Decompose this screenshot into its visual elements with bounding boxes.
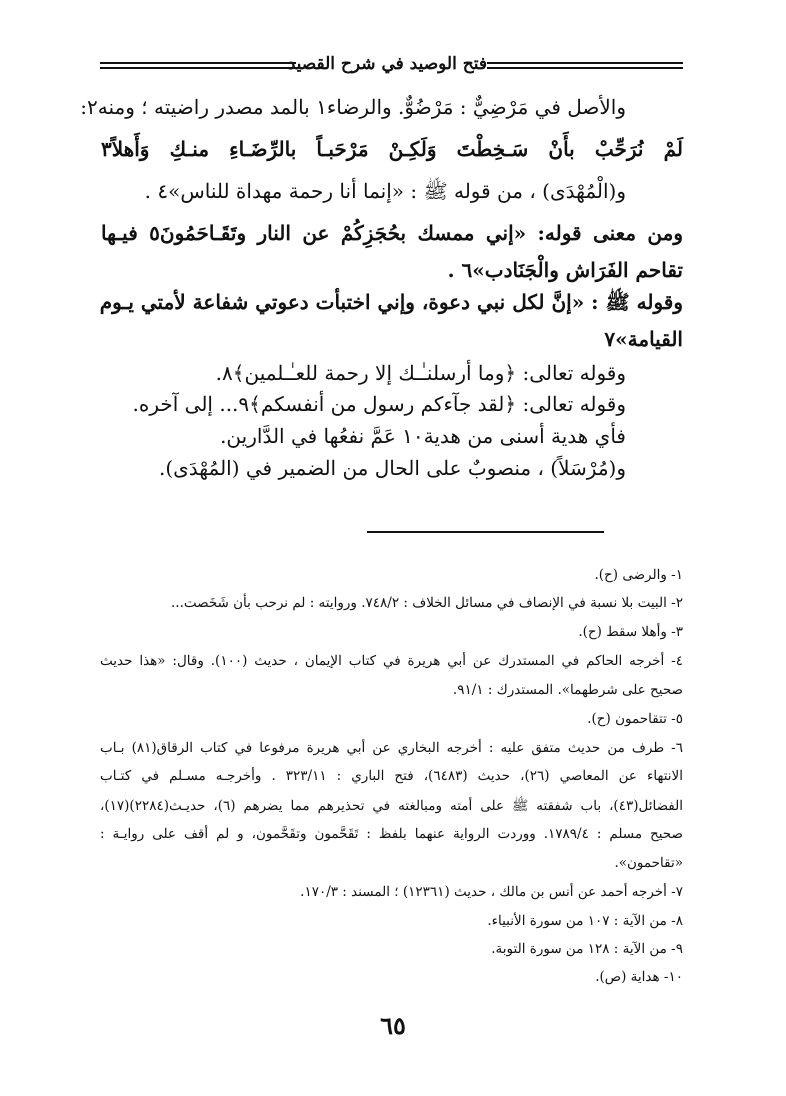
footnote-continuation: «تقاحمون». [614,855,683,871]
footnote: ٧- أخرجه أحمد عن أنس بن مالك ، حديث (١٢٣٦١) ؛ المسند : ١٧٠/٣. [300,884,683,900]
footnote: ٥- تتقاحمون (ح). [587,711,683,727]
body-line: ومن معنى قوله: «إني ممسك بحُجَزِكُمْ عن النار وتَقَـاحَمُونَ٥ فيـها [101,221,684,245]
body-line: وقوله ﷺ : «إنَّ لكل نبي دعوة، وإني اختبأت دعوتي شفاعة لأمتي يـوم [99,290,683,314]
footnote-continuation: الفضائل(٤٣)، باب شفقته ﷺ على أمته ومبالغته في تحذيرهم مما يضرهم (٦)، حديـث(٢٢٨٤)(١٧)، [100,798,683,814]
footnote: ١- والرضى (ح). [594,567,683,583]
body-line: وقوله تعالى: ﴿وما أرسلنـٰـك إلا رحمة للعـٰـلمين﴾٨. [215,361,626,385]
footnote-continuation: الانتهاء عن المعاصي (٢٦)، حديث (٦٤٨٣)، فتح الباري : ٣٢٣/١١ . وأخرجـه مسـلم في كتـاب [100,768,684,784]
footnote: ٨- من الآية : ١٠٧ من سورة الأنبياء. [487,913,683,929]
body-line: و(مُرْسَلاً) ، منصوبٌ على الحال من الضمير في (المُهْدَى). [158,456,626,480]
body-line: تقاحم الفَرَاش والْجَنَادب»٦ . [447,258,683,282]
footnote: ٢- البيت بلا نسبة في الإنصاف في مسائل الخلاف : ٧٤٨/٢. وروايته : لم نرحب بأن شَخَصت... [170,595,683,611]
footnote: ٦- طرف من حديث متفق عليه : أخرجه البخاري عن أبي هريرة مرفوعا في كتاب الرقاق(٨١) بـاب [100,740,683,756]
running-header [100,49,683,83]
body-line: فأي هدية أسنى من هدية١٠ عَمَّ نفعُها في الدَّارين. [220,424,626,448]
footnote: ٣- وأهلا سقط (ح). [578,624,683,640]
header-rule-left [100,62,296,69]
footnote: ٤- أخرجه الحاكم في المستدرك عن أبي هريرة في كتاب الإيمان ، حديث (١٠٠). وقال: «هذا حديث [100,653,683,669]
body-line: و(الْمُهْدَى) ، من قوله ﷺ : «إنما أنا رحمة مهداة للناس»٤ . [144,179,626,203]
body-line: وقوله تعالى: ﴿لقد جآءكم رسول من أنفسكم﴾٩... إلى آخره. [132,392,626,416]
footnote: ٩- من الآية : ١٢٨ من سورة التوبة. [491,941,683,957]
body-line: والأصل في مَرْضِيٌّ : مَرْضُوٌّ. والرضاء١ بالمد مصدر راضيته ؛ ومنه٢: [80,95,626,119]
header-title: فتح الوصيد في شرح القصيد [287,54,487,74]
poem-verse: لَمْ نُرَحِّبْ بأَنْ سَـخِطْتَ وَلَكِـنْ مَرْحَبـاً بالرِّضَـاءِ منـكِ وَأَهلاً٣ [101,137,683,161]
footnote-separator [367,531,604,533]
footnote-continuation: صحيح على شرطهما». المستدرك : ٩١/١. [452,682,683,698]
footnote-continuation: صحيح مسلم : ١٧٨٩/٤. ووردت الرواية عنهما بلفظ : تَقَحَّمون وتقَحَّمون، و لم أقف على روايـة : [100,826,683,842]
footnote: ١٠- هداية (ص). [595,969,683,985]
header-rule-right [487,62,683,69]
page-number: ٦٥ [380,1011,406,1040]
body-line: القيامة»٧ [604,327,683,351]
